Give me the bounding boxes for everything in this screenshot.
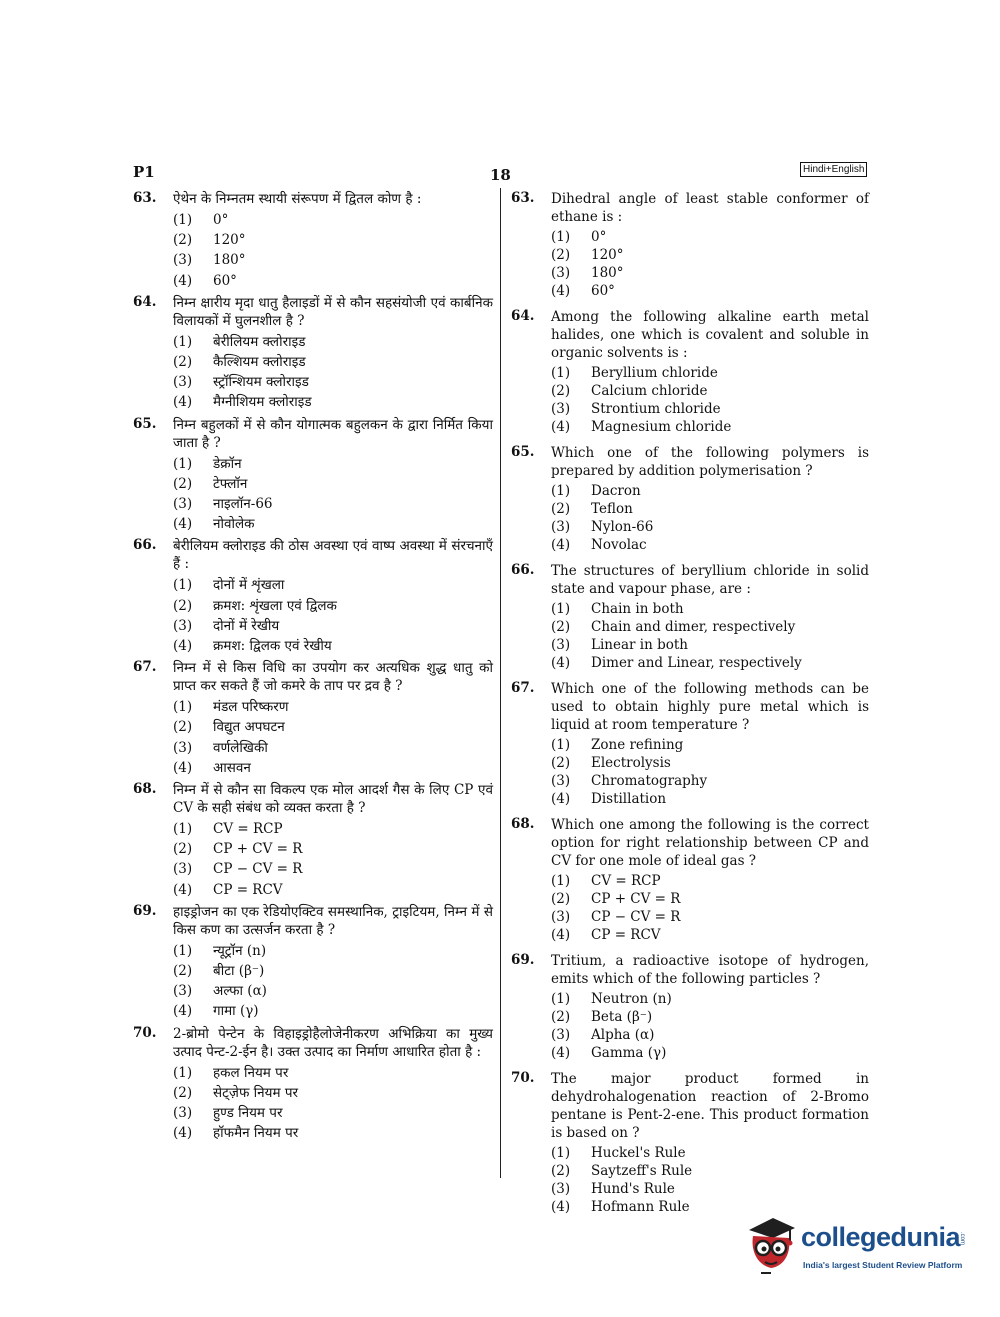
- options-list: [551, 872, 869, 944]
- question-text: Among the following alkaline earth metal halides, one which is covalent and soluble in organic solvents is :: [551, 309, 869, 361]
- options-list: [551, 990, 869, 1062]
- option: (3) CP − CV = R: [551, 909, 681, 925]
- question-number: 65.: [133, 415, 157, 432]
- option: (2) Saytzeff's Rule: [551, 1163, 693, 1179]
- option: (2) 120°: [173, 232, 246, 249]
- column-divider: [500, 188, 501, 1178]
- option: (1) डेक्रॉन: [173, 455, 242, 472]
- options-list: [551, 364, 869, 436]
- option: (3) CP − CV = R: [173, 861, 303, 878]
- question-67-english: [511, 680, 869, 808]
- english-column: [511, 190, 869, 1216]
- option: (2) Electrolysis: [551, 755, 671, 771]
- option: (1) Chain in both: [551, 601, 684, 617]
- option: (1) 0°: [551, 229, 607, 245]
- option: (4) Hofmann Rule: [551, 1199, 690, 1215]
- option: (4) Magnesium chloride: [551, 419, 732, 435]
- question-64-hindi: [133, 294, 493, 413]
- option: (4) Novolac: [551, 537, 647, 553]
- question-text: Which one of the following polymers is prepared by addition polymerisation ?: [551, 445, 869, 479]
- options-list: [173, 697, 493, 778]
- option: (4) गामा (γ): [173, 1003, 259, 1020]
- question-number: 63.: [133, 190, 157, 206]
- option: (3) Alpha (α): [551, 1027, 655, 1043]
- option: (3) 180°: [173, 252, 246, 269]
- question-text: निम्न बहुलकों में से कौन योगात्मक बहुलकन के द्वारा निर्मित किया जाता है ?: [173, 416, 493, 451]
- option: (2) Chain and dimer, respectively: [551, 619, 796, 635]
- question-65-hindi: [133, 416, 493, 535]
- question-text: Which one of the following methods can be used to obtain highly pure metal which is liquid at room temperature ?: [551, 681, 869, 733]
- option: (4) क्रमश: द्विलक एवं रेखीय: [173, 638, 332, 655]
- question-text: हाइड्रोजन का एक रेडियोएक्टिव समस्थानिक, ट्राइटियम, निम्न में से किस कण का उत्सर्जन करता है ?: [173, 903, 493, 938]
- option: (2) सेट्ज़ेफ नियम पर: [173, 1084, 299, 1101]
- options-list: [173, 941, 493, 1022]
- option: (1) CV = RCP: [551, 873, 661, 889]
- options-list: [173, 332, 493, 413]
- question-number: 65.: [511, 444, 535, 460]
- question-number: 70.: [511, 1070, 535, 1086]
- option: (1) Neutron (n): [551, 991, 672, 1007]
- option: (3) नाइलॉन-66: [173, 496, 273, 513]
- option: (2) Calcium chloride: [551, 383, 708, 399]
- options-list: [551, 482, 869, 554]
- option: (1) 0°: [173, 212, 229, 228]
- question-text: ऐथेन के निम्नतम स्थायी संरूपण में द्वितल कोण है :: [173, 191, 422, 207]
- option: (4) मैग्नीशियम क्लोराइड: [173, 394, 312, 411]
- option: (3) Hund's Rule: [551, 1181, 675, 1197]
- question-68-hindi: [133, 781, 493, 900]
- question-63-english: [511, 190, 869, 300]
- paper-code: P1: [133, 163, 155, 181]
- option: (1) Dacron: [551, 483, 641, 499]
- question-text: Dihedral angle of least stable conformer of ethane is :: [551, 191, 869, 225]
- option: (1) CV = RCP: [173, 821, 283, 838]
- question-68-english: [511, 816, 869, 944]
- question-text: The structures of beryllium chloride in solid state and vapour phase, are :: [551, 563, 869, 597]
- collegedunia-watermark: [745, 1212, 967, 1280]
- option: (4) 60°: [551, 283, 615, 299]
- question-number: 66.: [511, 562, 535, 578]
- option: (2) क्रमश: शृंखला एवं द्विलक: [173, 597, 337, 614]
- options-list: [173, 210, 493, 291]
- question-text: Which one among the following is the correct option for right relationship between CP and CV for one mole of ideal gas ?: [551, 817, 869, 869]
- question-number: 69.: [511, 952, 535, 968]
- option: (2) बीटा (β⁻): [173, 963, 265, 980]
- options-list: [173, 1063, 493, 1144]
- option: (4) 60°: [173, 272, 237, 289]
- option: (3) अल्फा (α): [173, 983, 267, 1000]
- option: (1) हकल नियम पर: [173, 1064, 289, 1081]
- question-66-english: [511, 562, 869, 672]
- option: (4) CP = RCV: [551, 927, 661, 943]
- option: (2) टेफ्लॉन: [173, 475, 248, 492]
- option: (4) हॉफमैन नियम पर: [173, 1125, 299, 1142]
- option: (3) हुण्ड नियम पर: [173, 1105, 283, 1122]
- option: (4) Distillation: [551, 791, 667, 807]
- question-69-english: [511, 952, 869, 1062]
- question-number: 69.: [133, 902, 157, 919]
- option: (3) Nylon-66: [551, 519, 654, 535]
- option: (2) CP + CV = R: [173, 841, 303, 858]
- question-number: 67.: [511, 680, 535, 696]
- option: (3) स्ट्रॉन्शियम क्लोराइड: [173, 374, 309, 391]
- option: (4) नोवोलेक: [173, 516, 255, 533]
- hindi-column: [133, 190, 493, 1144]
- page-number: 18: [490, 166, 511, 184]
- question-text: निम्न में से कौन सा विकल्प एक मोल आदर्श गैस के लिए CP एवं CV के सही संबंध को व्यक्त करता है ?: [173, 782, 493, 817]
- question-number: 63.: [511, 190, 535, 206]
- question-67-hindi: [133, 659, 493, 778]
- option: (2) Teflon: [551, 501, 633, 517]
- question-70-english: [511, 1070, 869, 1216]
- option: (1) बेरीलियम क्लोराइड: [173, 333, 306, 350]
- question-63-hindi: [133, 190, 493, 291]
- options-list: [551, 600, 869, 672]
- brand-name: collegedunia: [801, 1222, 961, 1252]
- question-text: निम्न क्षारीय मृदा धातु हैलाइडों में से कौन सहसंयोजी एवं कार्बनिक विलायकों में घुलनशील है ?: [173, 294, 493, 329]
- option: (1) मंडल परिष्करण: [173, 699, 289, 716]
- option: (3) Strontium chloride: [551, 401, 721, 417]
- question-69-hindi: [133, 903, 493, 1022]
- mascot-logo-icon: [745, 1212, 799, 1276]
- language-tag: Hindi+English: [800, 162, 867, 177]
- question-number: 68.: [511, 816, 535, 832]
- option: (1) Beryllium chloride: [551, 365, 718, 381]
- option: (3) Chromatography: [551, 773, 708, 789]
- question-number: 64.: [511, 308, 535, 324]
- question-text: Tritium, a radioactive isotope of hydrogen, emits which of the following particles ?: [551, 953, 869, 987]
- option: (4) CP = RCV: [173, 881, 283, 898]
- question-number: 68.: [133, 781, 157, 798]
- question-number: 64.: [133, 293, 157, 310]
- question-66-hindi: [133, 537, 493, 656]
- question-64-english: [511, 308, 869, 436]
- option: (4) Gamma (γ): [551, 1045, 667, 1061]
- question-number: 66.: [133, 537, 157, 554]
- option: (3) Linear in both: [551, 637, 688, 653]
- options-list: [173, 575, 493, 656]
- question-text: The major product formed in dehydrohalogenation reaction of 2-Bromo pentane is Pent-2-ene. This product formation is based on ?: [551, 1071, 869, 1141]
- option: (4) Dimer and Linear, respectively: [551, 655, 802, 671]
- options-list: [173, 819, 493, 900]
- options-list: [551, 736, 869, 808]
- option: (2) विद्युत अपघटन: [173, 719, 285, 736]
- question-70-hindi: [133, 1025, 493, 1144]
- brand-tagline: India's largest Student Review Platform: [803, 1260, 963, 1270]
- options-list: [551, 228, 869, 300]
- option: (2) CP + CV = R: [551, 891, 681, 907]
- option: (4) आसवन: [173, 759, 251, 776]
- options-list: [173, 454, 493, 535]
- brand-domain: .com: [959, 1232, 965, 1246]
- option: (1) न्यूट्रॉन (n): [173, 942, 267, 959]
- option: (2) 120°: [551, 247, 624, 263]
- option: (1) Huckel's Rule: [551, 1145, 686, 1161]
- question-65-english: [511, 444, 869, 554]
- option: (2) कैल्शियम क्लोराइड: [173, 354, 306, 371]
- option: (3) दोनों में रेखीय: [173, 617, 280, 634]
- options-list: [551, 1144, 869, 1216]
- option: (3) 180°: [551, 265, 624, 281]
- question-number: 70.: [133, 1024, 157, 1041]
- question-text: बेरीलियम क्लोराइड की ठोस अवस्था एवं वाष्प अवस्था में संरचनाएँ हैं :: [173, 538, 493, 573]
- question-text: निम्न में से किस विधि का उपयोग कर अत्यधिक शुद्ध धातु को प्राप्त कर सकते हैं जो कमरे के ताप पर द्रव है ?: [173, 660, 493, 695]
- option: (3) वर्णलेखिकी: [173, 739, 268, 756]
- option: (1) Zone refining: [551, 737, 684, 753]
- option: (1) दोनों में शृंखला: [173, 577, 285, 594]
- option: (2) Beta (β⁻): [551, 1009, 653, 1025]
- question-number: 67.: [133, 659, 157, 676]
- question-text: 2-ब्रोमो पेन्टेन के विहाइड्रोहैलोजेनीकरण अभिक्रिया का मुख्य उत्पाद पेन्ट-2-ईन है। उक्त उत्पाद का निर्माण आधारित होता है :: [173, 1025, 493, 1060]
